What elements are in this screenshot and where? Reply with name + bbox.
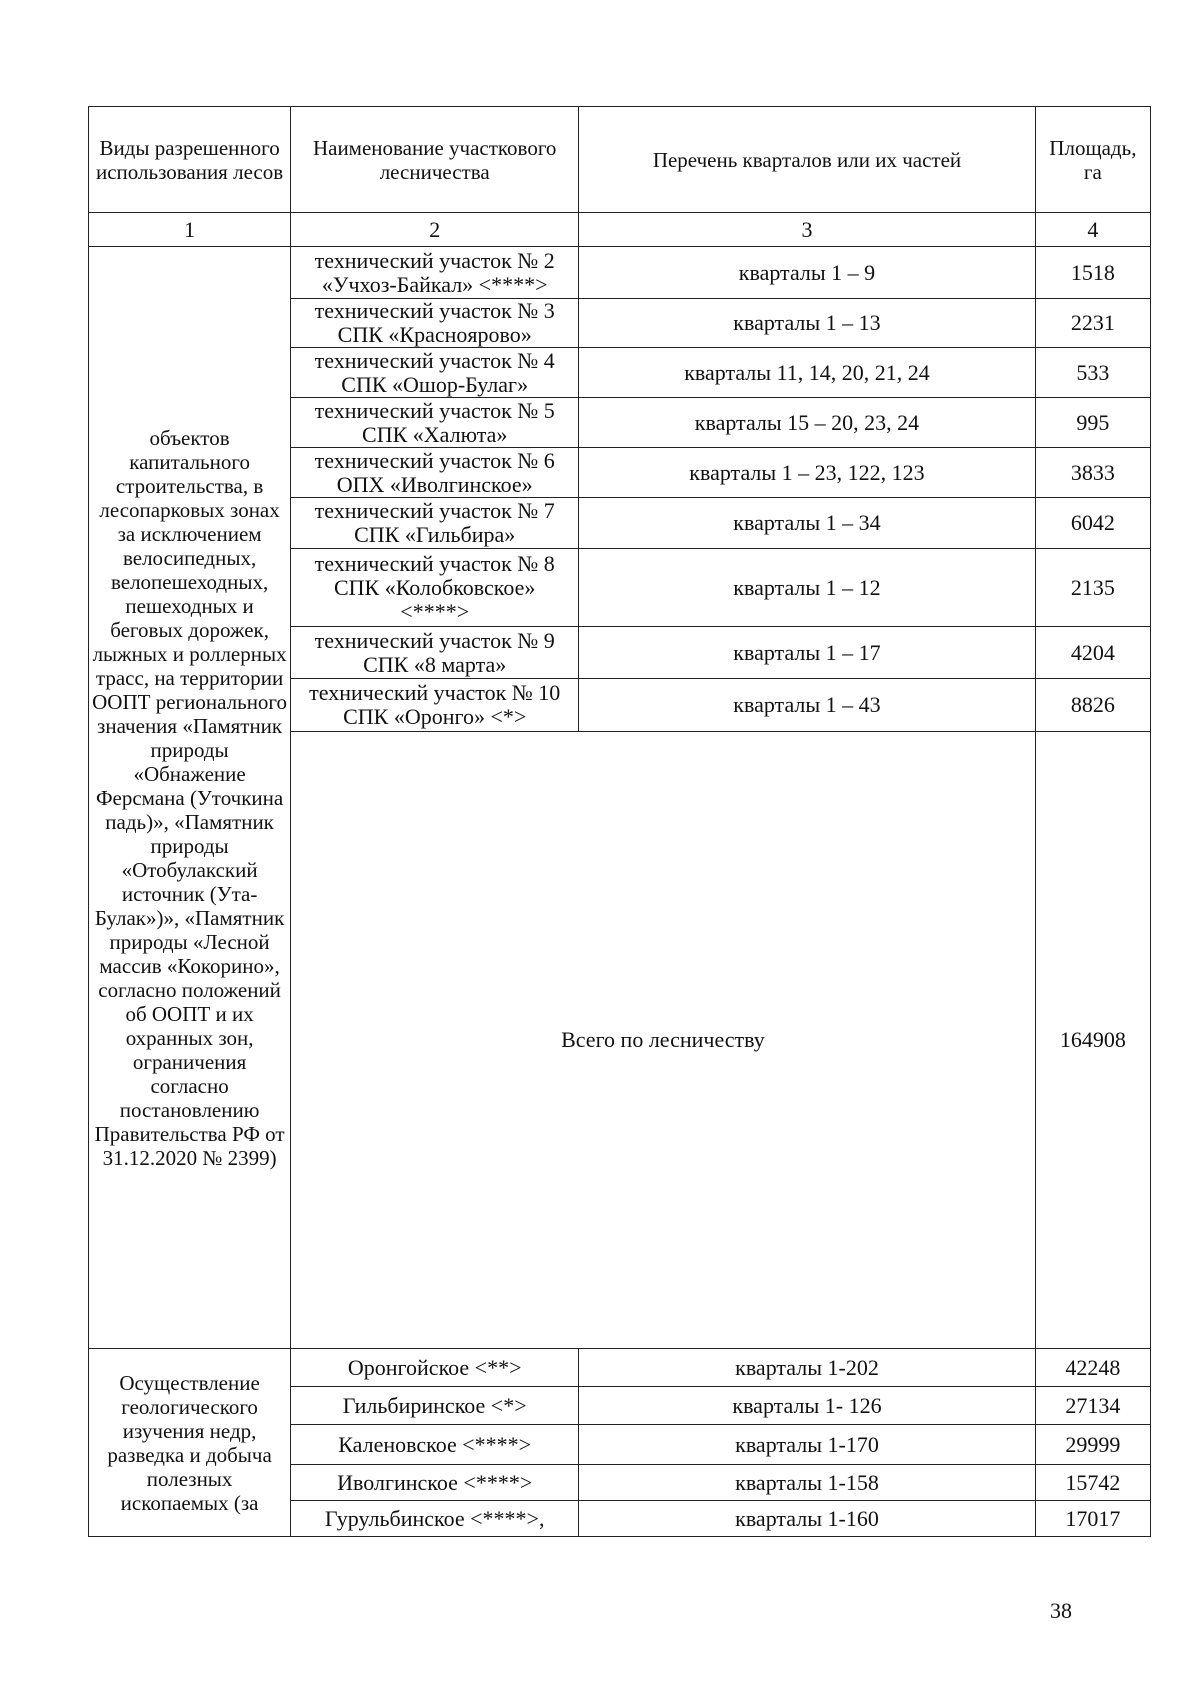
header-quarters-list: Перечень кварталов или их частей (579, 107, 1036, 213)
quarters-cell: кварталы 1 – 13 (579, 299, 1036, 348)
area-cell: 2231 (1035, 299, 1150, 348)
forestry-name-cell: технический участок № 2 «Учхоз-Байкал» <****> (291, 247, 579, 299)
forestry-name-cell: технический участок № 7 СПК «Гильбира» (291, 498, 579, 549)
total-area: 164908 (1035, 732, 1150, 1349)
forestry-name-cell: Каленовское <****> (291, 1425, 579, 1465)
use-type-capital-construction: объектов капитального строительства, в лесопарковых зонах за исключением велосипедных, велопешеходных, пешеходных и беговых дорожек, лыжных и роллерных трасс, на территории ООПТ регионального значения «Памятник природы «Обнажение Ферсмана (Уточкина падь)», «Памятник природы «Отобулакский источник (Ута-Булак»)», «Памятник природы «Лесной массив «Кокорино», согласно положений об ООПТ и их охранных зон, ограничения согласно постановлению Правительства РФ от 31.12.2020 № 2399) (89, 247, 291, 1349)
forestry-name-cell: технический участок № 5 СПК «Халюта» (291, 398, 579, 448)
header-use-type: Виды разрешенного использования лесов (89, 107, 291, 213)
quarters-cell: кварталы 1-170 (579, 1425, 1036, 1465)
column-number: 1 (89, 213, 291, 247)
total-label: Всего по лесничеству (291, 732, 1036, 1349)
area-cell: 995 (1035, 398, 1150, 448)
page-number: 38 (1050, 1598, 1072, 1623)
quarters-cell: кварталы 1-158 (579, 1465, 1036, 1501)
forestry-name-cell: технический участок № 10 СПК «Оронго» <*> (291, 679, 579, 732)
area-cell: 3833 (1035, 448, 1150, 498)
table-row (89, 247, 1151, 299)
quarters-cell: кварталы 1 – 34 (579, 498, 1036, 549)
quarters-cell: кварталы 15 – 20, 23, 24 (579, 398, 1036, 448)
forestry-name-cell: Иволгинское <****> (291, 1465, 579, 1501)
quarters-cell: кварталы 11, 14, 20, 21, 24 (579, 348, 1036, 398)
use-type-geological-survey: Осуществление геологического изучения недр, разведка и добыча полезных ископаемых (за (89, 1349, 291, 1537)
area-cell: 8826 (1035, 679, 1150, 732)
area-cell: 29999 (1035, 1425, 1150, 1465)
area-cell: 1518 (1035, 247, 1150, 299)
quarters-cell: кварталы 1 – 23, 122, 123 (579, 448, 1036, 498)
forestry-name-cell: Гильбиринское <*> (291, 1387, 579, 1425)
area-cell: 17017 (1035, 1501, 1150, 1537)
forestry-name-cell: технический участок № 3 СПК «Краснoярово» (291, 299, 579, 348)
forest-use-table (88, 106, 1151, 1537)
forestry-name-cell: Гурульбинское <****>, (291, 1501, 579, 1537)
quarters-cell: кварталы 1-202 (579, 1349, 1036, 1387)
forestry-name-cell: Оронгойское <**> (291, 1349, 579, 1387)
area-cell: 27134 (1035, 1387, 1150, 1425)
quarters-cell: кварталы 1- 126 (579, 1387, 1036, 1425)
quarters-cell: кварталы 1 – 12 (579, 549, 1036, 627)
column-number: 4 (1035, 213, 1150, 247)
area-cell: 533 (1035, 348, 1150, 398)
quarters-cell: кварталы 1 – 43 (579, 679, 1036, 732)
column-number: 2 (291, 213, 579, 247)
header-forestry-name: Наименование участкового лесничества (291, 107, 579, 213)
table-header-row (89, 107, 1151, 213)
quarters-cell: кварталы 1-160 (579, 1501, 1036, 1537)
forestry-name-cell: технический участок № 9 СПК «8 марта» (291, 627, 579, 679)
header-area: Площадь, га (1035, 107, 1150, 213)
area-cell: 42248 (1035, 1349, 1150, 1387)
column-number: 3 (579, 213, 1036, 247)
quarters-cell: кварталы 1 – 9 (579, 247, 1036, 299)
area-cell: 15742 (1035, 1465, 1150, 1501)
table-row (89, 1349, 1151, 1387)
quarters-cell: кварталы 1 – 17 (579, 627, 1036, 679)
forestry-name-cell: технический участок № 8 СПК «Колобковское» <****> (291, 549, 579, 627)
area-cell: 2135 (1035, 549, 1150, 627)
forestry-name-cell: технический участок № 4 СПК «Ошор-Булаг» (291, 348, 579, 398)
area-cell: 4204 (1035, 627, 1150, 679)
column-number-row (89, 213, 1151, 247)
forestry-name-cell: технический участок № 6 ОПХ «Иволгинское» (291, 448, 579, 498)
area-cell: 6042 (1035, 498, 1150, 549)
